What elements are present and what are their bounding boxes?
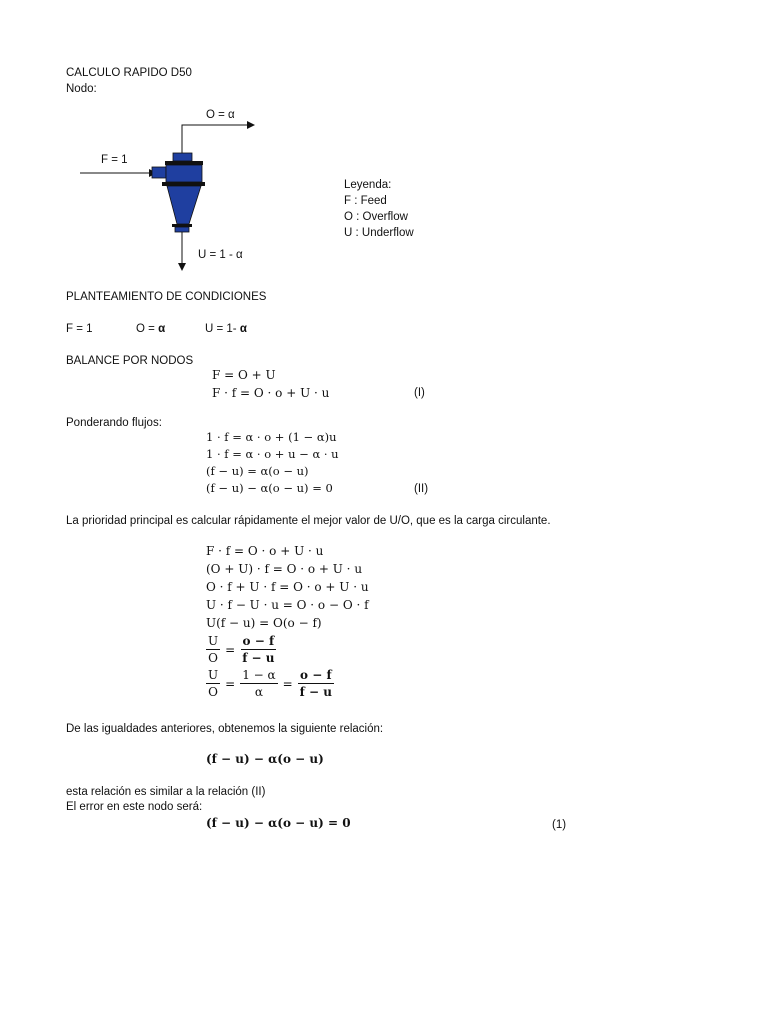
weighting-equation-3: (f − u) = α(o − u) — [206, 464, 309, 478]
apex-band — [172, 224, 192, 227]
relation-text: De las igualdades anteriores, obtenemos la siguiente relación: — [66, 723, 384, 735]
feed-inlet — [152, 167, 166, 178]
conditions-heading: PLANTEAMIENTO DE CONDICIONES — [66, 291, 267, 303]
derivation-equation-5: U(f − u) = O(o − f) — [206, 616, 322, 630]
feed-label: F = 1 — [101, 154, 128, 166]
vortex-finder — [173, 153, 192, 161]
weighting-heading: Ponderando flujos: — [66, 417, 162, 429]
legend-title: Leyenda: — [344, 179, 392, 191]
cone-section — [167, 186, 201, 224]
condition-o: O = α — [136, 323, 166, 335]
legend-feed: F : Feed — [344, 195, 387, 207]
condition-f: F = 1 — [66, 323, 93, 335]
overflow-arrow — [182, 125, 254, 153]
ratio-equation-2: $\frac{U}{O}$ = $\frac{1 - \alpha}{\alpha}$ = $\frac{o - f}{f - u}$ — [208, 668, 332, 699]
weighting-equation-1: 1 · f = α · o + (1 − α)u — [206, 430, 337, 444]
overflow-label: O = α — [206, 109, 235, 121]
underflow-label: U = 1 - α — [198, 249, 243, 261]
error-equation: (f − u) − α(o − u) = 0 — [206, 816, 351, 830]
equation-tag-1: (1) — [552, 819, 567, 831]
ratio-equation-1: $\frac{U}{O}$ = $\frac{o - f}{f - u}$ — [208, 634, 275, 665]
equation-tag-i: (I) — [414, 387, 425, 399]
balance-equation-1: F = O + U — [212, 368, 276, 382]
balance-equation-2: F · f = O · o + U · u — [212, 386, 330, 400]
derivation-equation-4: U · f − U · u = O · o − O · f — [206, 598, 369, 612]
legend-underflow: U : Underflow — [344, 227, 414, 239]
equation-tag-ii: (II) — [414, 483, 429, 495]
apex-outlet — [175, 227, 189, 232]
error-text: El error en este nodo será: — [66, 801, 203, 813]
priority-text: La prioridad principal es calcular rápidamente el mejor valor de U/O, que es la carga circulante. — [66, 515, 551, 527]
derivation-equation-3: O · f + U · f = O · o + U · u — [206, 580, 369, 594]
legend-overflow: O : Overflow — [344, 211, 408, 223]
condition-u: U = 1- α — [205, 323, 247, 335]
weighting-equation-2: 1 · f = α · o + u − α · u — [206, 447, 339, 461]
middle-band — [162, 182, 205, 186]
page-title: CALCULO RAPIDO D50 — [66, 67, 192, 79]
cylinder-section — [166, 165, 202, 182]
similar-text: esta relación es similar a la relación (II) — [66, 786, 266, 798]
node-label: Nodo: — [66, 83, 97, 95]
relation-equation: (f − u) − α(o − u) — [206, 752, 324, 766]
derivation-equation-2: (O + U) · f = O · o + U · u — [206, 562, 363, 576]
balance-heading: BALANCE POR NODOS — [66, 355, 194, 367]
top-band — [165, 161, 203, 165]
derivation-equation-1: F · f = O · o + U · u — [206, 544, 324, 558]
weighting-equation-4: (f − u) − α(o − u) = 0 — [206, 481, 333, 495]
